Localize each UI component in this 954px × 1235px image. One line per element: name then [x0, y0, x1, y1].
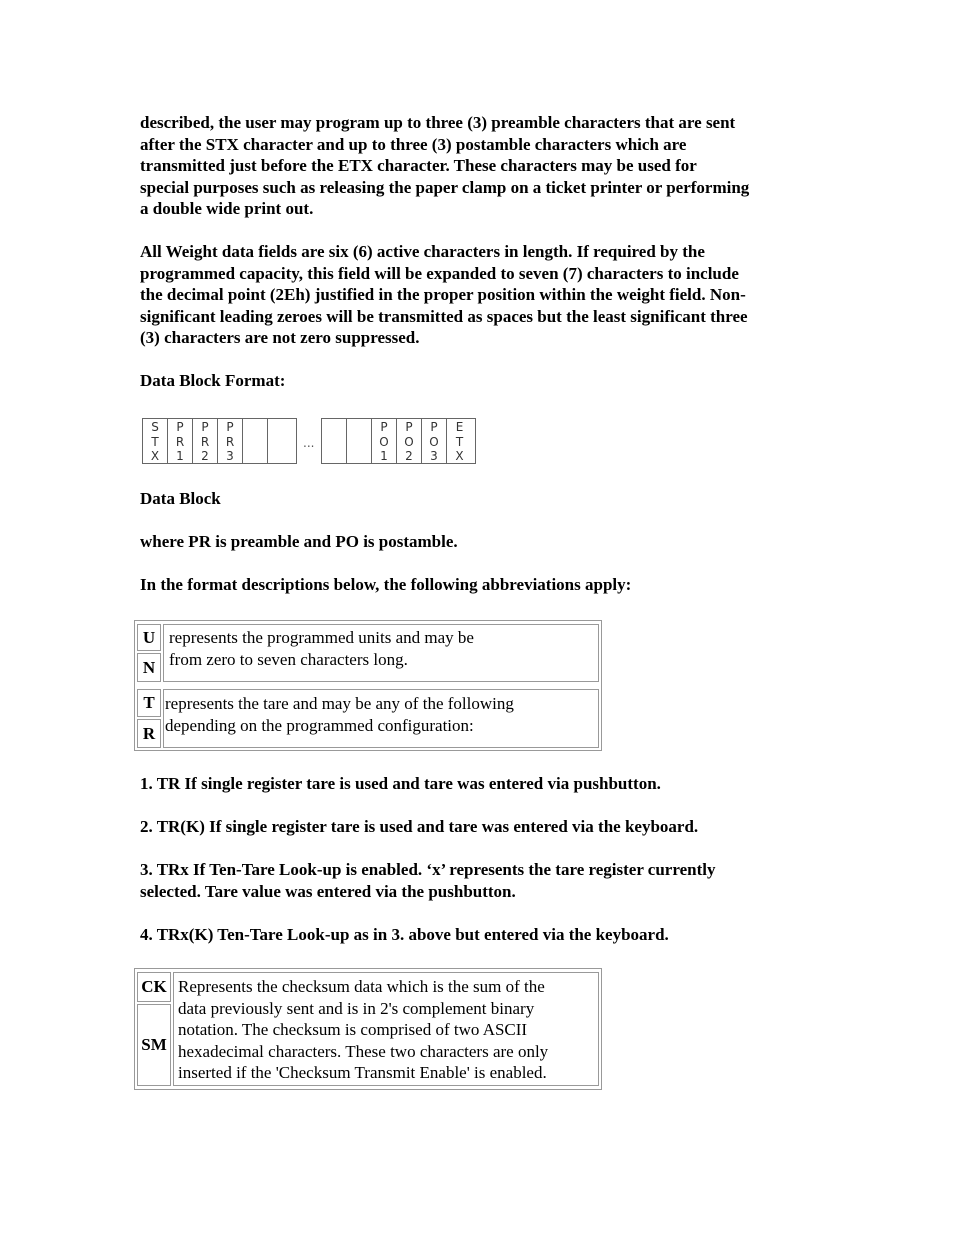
- checksum-table: [134, 968, 602, 1090]
- desc-line: depending on the programmed configuration:: [165, 715, 474, 735]
- middle-text: [140, 488, 820, 596]
- desc-line: hexadecimal characters. These two characters are only: [178, 1041, 549, 1061]
- diagram-right-block: [321, 418, 476, 464]
- abbr-u: U: [137, 624, 161, 651]
- cell-char: R: [175, 434, 185, 449]
- cell-etx: [447, 419, 472, 463]
- cell-char: P: [176, 420, 184, 434]
- abbr-t: T: [137, 689, 161, 717]
- line: the decimal point (2Eh) justified in the proper position within the weight field. Non-: [140, 285, 746, 304]
- line: programmed capacity, this field will be expanded to seven (7) characters to include: [140, 263, 739, 283]
- cell-stx: [143, 419, 168, 463]
- cell-char: E: [455, 420, 464, 434]
- cell-char: R: [225, 434, 235, 449]
- cell-char: 1: [176, 449, 184, 463]
- line: selected. Tare value was entered via the pushbutton.: [140, 881, 516, 901]
- paragraph-weight-fields: [140, 241, 820, 349]
- abbrev-table: [134, 620, 602, 751]
- format-heading: Data Block Format:: [140, 371, 286, 390]
- cell-char: T: [151, 434, 159, 449]
- cell-char: 2: [405, 449, 413, 463]
- abbr-n: N: [137, 653, 161, 682]
- cell-po1: [372, 419, 397, 463]
- tare-item-1: 1. TR If single register tare is used and tare was entered via pushbutton.: [140, 774, 661, 793]
- cell-char: O: [429, 434, 439, 449]
- diagram-left-block: [142, 418, 297, 464]
- desc-line: inserted if the 'Checksum Transmit Enable' is enabled.: [178, 1063, 547, 1082]
- tare-list: [140, 773, 820, 945]
- cell-char: P: [201, 420, 209, 434]
- line: after the STX character and up to three (3) postamble characters which are: [140, 134, 687, 154]
- line: 3. TRx If Ten-Tare Look-up is enabled. ‘x’ represents the tare register currently: [140, 860, 716, 879]
- cell-char: 1: [380, 449, 388, 463]
- line: All Weight data fields are six (6) active characters in length. If required by the: [140, 242, 705, 261]
- desc-line: represents the programmed units and may be: [169, 628, 474, 647]
- abbrev-intro: In the format descriptions below, the following abbreviations apply:: [140, 575, 632, 594]
- cell-blank: [243, 419, 268, 463]
- line: transmitted just before the ETX character. These characters may be used for: [140, 156, 697, 175]
- desc-line: Represents the checksum data which is the sum of the: [178, 977, 545, 996]
- cell-char: P: [430, 420, 438, 434]
- abbr-sm: SM: [137, 1004, 171, 1086]
- desc-checksum: [178, 976, 548, 1084]
- desc-units: [169, 627, 474, 670]
- cell-char: P: [380, 420, 388, 434]
- cell-char: 2: [201, 449, 209, 463]
- cell-char: S: [151, 420, 159, 434]
- where-line: where PR is preamble and PO is postamble.: [140, 532, 458, 551]
- cell-char: 3: [226, 449, 234, 463]
- cell-pr1: [168, 419, 193, 463]
- tare-item-2: 2. TR(K) If single register tare is used and tare was entered via the keyboard.: [140, 817, 699, 836]
- line: a double wide print out.: [140, 199, 314, 218]
- desc-line: represents the tare and may be any of the following: [165, 694, 514, 713]
- abbr-r: R: [137, 719, 161, 748]
- line: described, the user may program up to three (3) preamble characters that are sent: [140, 113, 736, 132]
- tare-item-4: 4. TRx(K) Ten-Tare Look-up as in 3. above but entered via the keyboard.: [140, 924, 669, 944]
- desc-line: notation. The checksum is comprised of two ASCII: [178, 1020, 528, 1039]
- diagram-ellipsis: ...: [303, 436, 315, 450]
- cell-char: 3: [430, 449, 438, 463]
- cell-char: X: [150, 449, 160, 463]
- cell-po2: [397, 419, 422, 463]
- data-block-caption: Data Block: [140, 489, 221, 508]
- cell-char: O: [379, 434, 389, 449]
- cell-char: T: [455, 434, 464, 449]
- abbr-ck: CK: [137, 972, 171, 1002]
- cell-po3: [422, 419, 447, 463]
- desc-tare: [165, 693, 514, 736]
- line: special purposes such as releasing the paper clamp on a ticket printer or performing: [140, 177, 750, 197]
- top-text: [140, 112, 820, 392]
- line: significant leading zeroes will be transmitted as spaces but the least significant three: [140, 306, 748, 326]
- cell-pr2: [193, 419, 218, 463]
- cell-pr3: [218, 419, 243, 463]
- cell-char: P: [226, 420, 234, 434]
- cell-blank: [322, 419, 347, 463]
- cell-char: O: [404, 434, 414, 449]
- cell-char: P: [405, 420, 413, 434]
- cell-char: R: [200, 434, 210, 449]
- line: (3) characters are not zero suppressed.: [140, 328, 420, 347]
- paragraph-preamble: [140, 112, 820, 220]
- cell-blank: [268, 419, 293, 463]
- tare-item-3: [140, 859, 820, 902]
- desc-line: data previously sent and is in 2's complement binary: [178, 998, 535, 1018]
- cell-char: X: [455, 449, 464, 463]
- cell-blank: [347, 419, 372, 463]
- desc-line: from zero to seven characters long.: [169, 649, 408, 669]
